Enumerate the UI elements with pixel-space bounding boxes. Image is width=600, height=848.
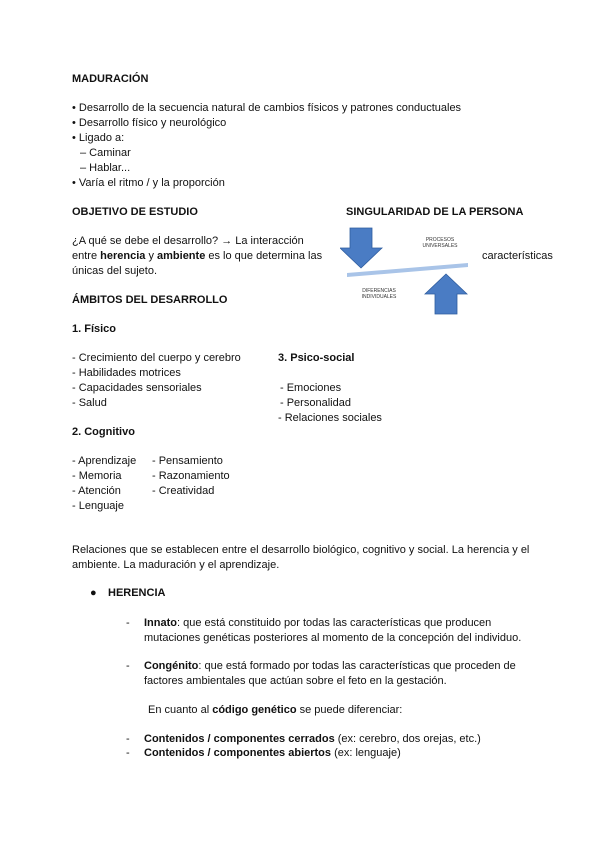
maduracion-bullet-1: • Desarrollo de la secuencia natural de cambios físicos y patrones conductuales <box>72 102 462 114</box>
abiertos-dash: - <box>126 747 130 759</box>
relaciones-line-2: ambiente. La maduración y el aprendizaje. <box>72 559 280 571</box>
codigo-pre: En cuanto al <box>148 704 213 716</box>
ambitos-title: ÁMBITOS DEL DESARROLLO <box>72 294 228 306</box>
innato-line-2: mutaciones genéticas posteriores al momento de la concepción del individuo. <box>144 632 522 644</box>
psicosocial-title: 3. Psico-social <box>278 352 355 364</box>
abiertos-term: Contenidos / componentes abiertos <box>144 747 332 759</box>
procesos-universales-label: PROCESOS UNIVERSALES <box>422 237 458 249</box>
cognitivo-col2-item-2: - Razonamiento <box>152 470 230 482</box>
ambiente-term: ambiente <box>157 250 206 262</box>
psicosocial-item-1: - Emociones <box>280 382 342 394</box>
cerrados-rest: (ex: cerebro, dos orejas, etc.) <box>334 733 481 745</box>
fisico-item-1: - Crecimiento del cuerpo y cerebro <box>72 352 241 364</box>
abiertos-line <box>144 746 401 760</box>
abiertos-rest: (ex: lenguaje) <box>331 747 401 759</box>
innato-line-1 <box>144 616 491 630</box>
objetivo-line-2-mid: y <box>145 250 158 262</box>
maduracion-bullet-3: • Ligado a: <box>72 132 125 144</box>
relaciones-line-1: Relaciones que se establecen entre el desarrollo biológico, cognitivo y social. La herencia y el <box>72 544 530 556</box>
cerrados-term: Contenidos / componentes cerrados <box>144 733 335 745</box>
arrow-up-icon <box>425 274 467 314</box>
arrow-down-icon <box>340 228 382 268</box>
fisico-item-3: - Capacidades sensoriales <box>72 382 202 394</box>
cerrados-line <box>144 732 481 746</box>
singularidad-diagram <box>340 226 480 316</box>
objetivo-line-3: únicas del sujeto. <box>72 265 157 277</box>
innato-dash: - <box>126 617 130 629</box>
codigo-term: código genético <box>212 704 297 716</box>
cognitivo-col2-item-3: - Creatividad <box>152 485 215 497</box>
herencia-title: HERENCIA <box>108 587 166 599</box>
maduracion-sub-1: – Caminar <box>80 147 131 159</box>
singularidad-title: SINGULARIDAD DE LA PERSONA <box>346 206 524 218</box>
maduracion-sub-2: – Hablar... <box>80 162 131 174</box>
maduracion-bullet-4: • Varía el ritmo / y la proporción <box>72 177 225 189</box>
fisico-item-2: - Habilidades motrices <box>72 367 181 379</box>
cognitivo-col2-item-1: - Pensamiento <box>152 455 223 467</box>
codigo-post: se puede diferenciar: <box>296 704 403 716</box>
fisico-item-4: - Salud <box>72 397 107 409</box>
congenito-dash: - <box>126 660 130 672</box>
cognitivo-col1-item-2: - Memoria <box>72 470 122 482</box>
caracteristicas-text: características <box>482 250 553 262</box>
objetivo-line-2-pre: entre <box>72 250 101 262</box>
objetivo-line-1: ¿A qué se debe el desarrollo? → La interacción <box>72 235 304 247</box>
herencia-term: herencia <box>100 250 146 262</box>
codigo-genetico-line <box>148 703 402 717</box>
diferencias-individuales-label: DIFERENCIAS INDIVIDUALES <box>361 288 397 300</box>
cerrados-dash: - <box>126 733 130 745</box>
innato-term: Innato <box>144 617 177 629</box>
innato-def: : que está constituido por todas las características que producen <box>177 617 492 629</box>
maduracion-title: MADURACIÓN <box>72 73 149 85</box>
congenito-def: : que está formado por todas las características que proceden de <box>198 660 516 672</box>
balance-bar <box>347 263 468 277</box>
psicosocial-item-3: - Relaciones sociales <box>278 412 382 424</box>
congenito-term: Congénito <box>144 660 199 672</box>
objetivo-title: OBJETIVO DE ESTUDIO <box>72 206 198 218</box>
objetivo-line-2 <box>72 249 322 263</box>
congenito-line-2: factores ambientales que actúan sobre el feto en la gestación. <box>144 675 447 687</box>
cognitivo-col1-item-1: - Aprendizaje <box>72 455 137 467</box>
cognitivo-title: 2. Cognitivo <box>72 426 135 438</box>
objetivo-line-2-post: es lo que determina las <box>205 250 323 262</box>
psicosocial-item-2: - Personalidad <box>280 397 351 409</box>
maduracion-bullet-2: • Desarrollo físico y neurológico <box>72 117 227 129</box>
congenito-line-1 <box>144 659 516 673</box>
cognitivo-col1-item-4: - Lenguaje <box>72 500 124 512</box>
cognitivo-col1-item-3: - Atención <box>72 485 121 497</box>
fisico-title: 1. Físico <box>72 323 117 335</box>
herencia-bullet-icon: ● <box>90 587 97 599</box>
